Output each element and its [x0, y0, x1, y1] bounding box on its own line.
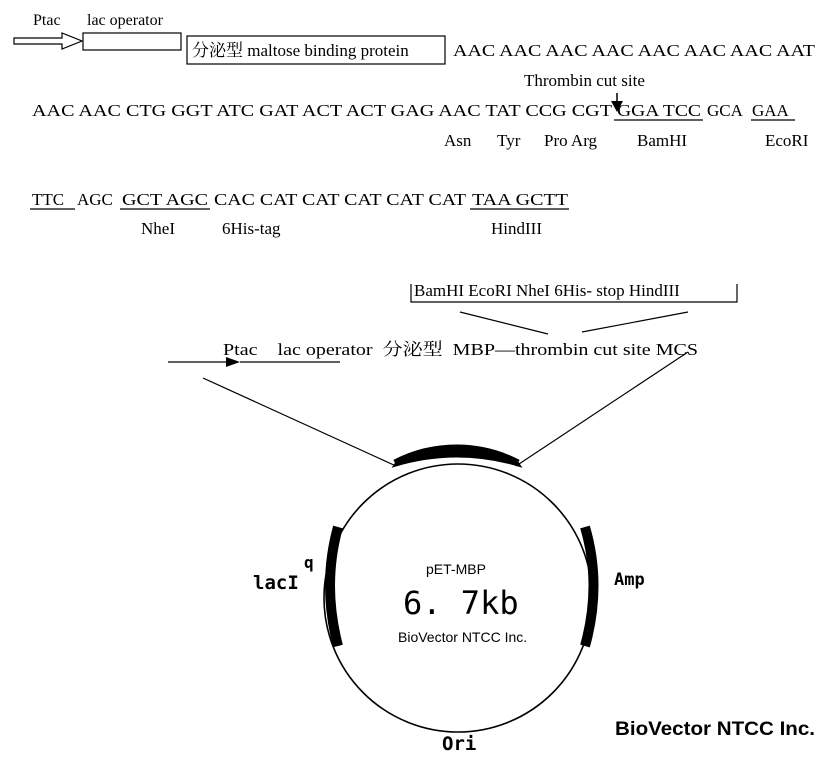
cassette-label: Ptac lac operator 分泌型 MBP—thrombin cut site MCS	[223, 340, 698, 359]
plasmid-name: pET-MBP	[426, 561, 486, 577]
cassette-zoom-line-right	[516, 352, 688, 466]
aa-tyr: Tyr	[497, 131, 521, 150]
mbp-box-label: 分泌型 maltose binding protein	[192, 41, 409, 60]
brand-watermark: BioVector NTCC Inc.	[615, 719, 815, 740]
sequence-line-1: AAC AAC AAC AAC AAC AAC AAC AAT	[453, 41, 816, 60]
ori-label: Ori	[442, 733, 477, 755]
plasmid-company-label: BioVector NTCC Inc.	[398, 629, 528, 645]
sequence-ecori-part1: GAA	[752, 101, 789, 120]
sequence-his-tag: CAC CAT CAT CAT CAT CAT	[214, 190, 467, 209]
sequence-nhei-site: GCT AGC	[122, 190, 208, 209]
sequence-line-2a: AAC AAC CTG GGT ATC GAT ACT ACT GAG AAC TAT CCG CGT	[32, 101, 613, 120]
thrombin-cut-site-label: Thrombin cut site	[524, 71, 645, 90]
laci-superscript: q	[304, 553, 314, 572]
mcs-detail-label: BamHI EcoRI NheI 6His- stop HindIII	[414, 281, 680, 300]
his-tag-label: 6His-tag	[222, 219, 281, 238]
lac-operator-label: lac operator	[87, 12, 163, 29]
sequence-hindiii-site: TAA GCTT	[472, 190, 569, 209]
ptac-label: Ptac	[33, 12, 61, 29]
aa-pro-arg: Pro Arg	[544, 131, 598, 150]
plasmid-size: 6. 7kb	[403, 584, 519, 622]
sequence-ecori-part2: TTC	[32, 190, 65, 209]
sequence-bamhi-site: GGA TCC	[617, 101, 701, 120]
lac-operator-box	[83, 33, 181, 50]
nhei-label: NheI	[141, 219, 175, 238]
amp-arc	[585, 527, 594, 646]
ecori-label: EcoRI	[765, 131, 809, 150]
laci-arc	[330, 527, 338, 646]
cassette-zoom-line-left	[203, 378, 396, 466]
hindiii-label: HindIII	[491, 219, 542, 238]
aa-asn: Asn	[444, 131, 472, 150]
ptac-promoter-arrow	[14, 33, 82, 49]
sequence-gca: GCA	[707, 101, 743, 120]
amp-label: Amp	[614, 570, 645, 590]
sequence-agc: AGC	[77, 190, 113, 209]
laci-label: lacI	[253, 572, 299, 594]
bamhi-label: BamHI	[637, 131, 688, 150]
mcs-zoom-line-left	[460, 312, 548, 334]
mcs-zoom-line-right	[582, 312, 688, 332]
